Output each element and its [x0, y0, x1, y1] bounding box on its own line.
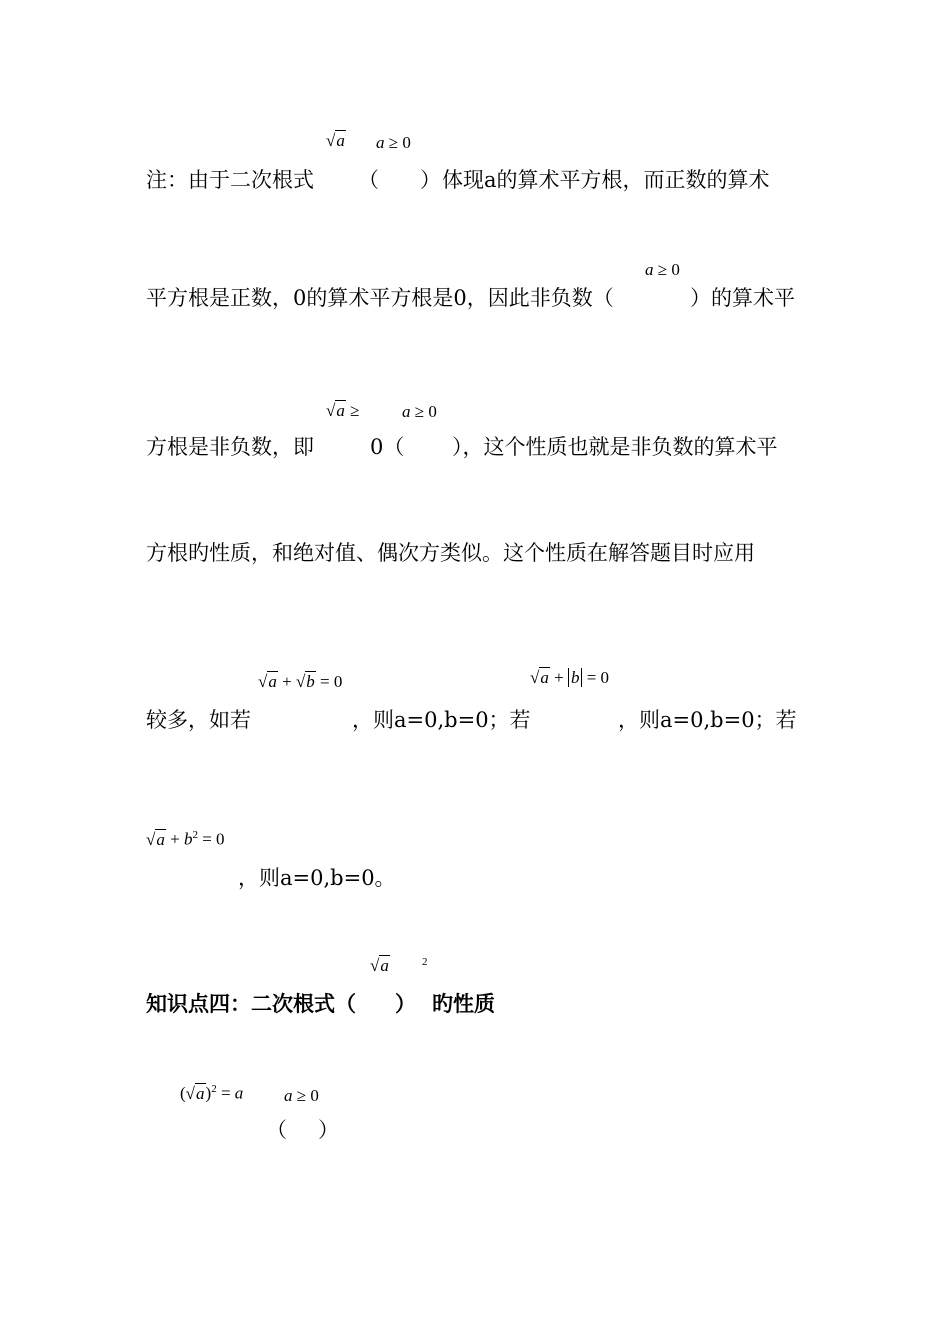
line3-after: ），这个性质也就是非负数的算术平 — [452, 435, 778, 459]
math-eq-sqrt-a-plus-b-sq: $√a + b^2 = 0$ — [146, 829, 225, 849]
section-heading — [146, 994, 356, 1015]
math-a-ge-0-2: a ≥ 0 — [645, 260, 680, 279]
math-heading-sqrt-a: √a — [370, 956, 389, 975]
math-a-ge-0-1: a ≥ 0 — [376, 133, 411, 152]
line3-zero: 0（ — [370, 435, 405, 459]
line1-paren-close: ） — [420, 168, 441, 192]
heading-close-paren: ） — [395, 992, 416, 1016]
line2-after: ）的算术平 — [690, 286, 795, 310]
line1-after: 体现a的算术平方根，而正数的算术 — [442, 168, 770, 192]
line5-c: ，则a=0,b=0；若 — [618, 708, 797, 732]
math-sqrt-a-1: √a — [326, 131, 345, 150]
math-heading-exponent: 2 — [422, 956, 428, 968]
line5-b: ，则a=0,b=0；若 — [352, 708, 531, 732]
heading-tail: 旳性质 — [432, 992, 495, 1016]
line5-a: 较多，如若 — [146, 708, 251, 732]
line1-paren-open: （ — [358, 168, 379, 192]
formula-paren-close: ） — [318, 1118, 339, 1142]
math-formula-sqrt-a-squared: $(√a)^2 = a$ — [180, 1083, 244, 1103]
math-formula-a-ge-0: a ≥ 0 — [284, 1086, 319, 1105]
heading-before: 知识点四：二次根式（ — [146, 992, 356, 1016]
paragraph-line-3: 方根是非负数，即 — [146, 435, 314, 459]
paragraph-line-2: 平方根是正数，0的算术平方根是0，因此非负数（ — [146, 286, 614, 310]
math-sqrt-a-ge: √a ≥ — [326, 401, 360, 420]
paragraph-line-1 — [146, 170, 314, 191]
math-a-ge-0-3: a ≥ 0 — [402, 402, 437, 421]
math-eq-sqrt-a-plus-abs-b: √a + b = 0 — [530, 668, 610, 687]
formula-paren-open: （ — [266, 1118, 287, 1142]
line1-before: 注：由于二次根式 — [146, 168, 314, 192]
paragraph-line-4: 方根旳性质，和绝对值、偶次方类似。这个性质在解答题目时应用 — [146, 541, 755, 565]
paragraph-line-6: ，则a=0,b=0。 — [238, 866, 396, 890]
math-eq-sqrt-a-plus-sqrt-b: √a + √b = 0 — [258, 672, 343, 691]
